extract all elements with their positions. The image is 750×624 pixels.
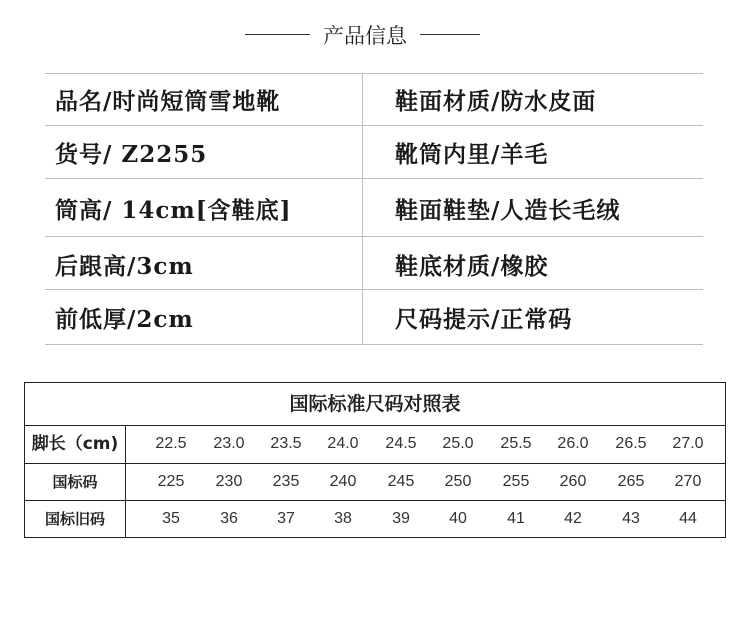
- table-border-line: [45, 344, 703, 345]
- product-info-table: [45, 73, 703, 345]
- info-insole: 鞋面鞋垫/人造长毛绒: [395, 197, 621, 224]
- size-cell: 255: [502, 473, 530, 490]
- size-cell: 24.0: [327, 435, 359, 452]
- header-divider-left: [245, 34, 310, 35]
- table-column-divider: [362, 73, 363, 345]
- size-cell: 260: [559, 473, 587, 490]
- table-border-line: [45, 73, 703, 74]
- section-header: [0, 14, 750, 54]
- info-sole-material: 鞋底材质/橡胶: [395, 253, 549, 280]
- size-cell: 37: [277, 510, 295, 527]
- size-cell: 23.0: [213, 435, 245, 452]
- info-lining: 靴筒内里/羊毛: [395, 141, 549, 168]
- size-cell: 42: [564, 510, 582, 527]
- info-size-tip: 尺码提示/正常码: [395, 306, 573, 333]
- section-title: 产品信息: [323, 24, 407, 48]
- size-cell: 25.0: [442, 435, 474, 452]
- size-cell: 26.0: [557, 435, 589, 452]
- table-divider-line: [45, 178, 703, 179]
- size-cell: 270: [674, 473, 702, 490]
- info-heel-height: 后跟高/3cm: [55, 253, 194, 280]
- size-cell: 44: [679, 510, 697, 527]
- size-cell: 23.5: [270, 435, 302, 452]
- size-cell: 36: [220, 510, 238, 527]
- size-cell: 235: [272, 473, 300, 490]
- size-cell: 240: [329, 473, 357, 490]
- size-cell: 265: [617, 473, 645, 490]
- size-cell: 35: [162, 510, 180, 527]
- info-forefoot-thickness: 前低厚/2cm: [55, 306, 194, 333]
- size-cell: 245: [387, 473, 415, 490]
- table-divider-line: [45, 236, 703, 237]
- info-item-number: 货号/ Z2255: [55, 141, 208, 168]
- size-cell: 25.5: [500, 435, 532, 452]
- info-shaft-height: 筒高/ 14cm[含鞋底]: [55, 197, 292, 224]
- table-divider-line: [45, 289, 703, 290]
- header-divider-right: [420, 34, 480, 35]
- size-cell: 40: [449, 510, 467, 527]
- size-cell: 41: [507, 510, 525, 527]
- size-cell: 38: [334, 510, 352, 527]
- size-cell: 22.5: [155, 435, 187, 452]
- row-label: 国标码: [52, 473, 98, 491]
- size-cell: 225: [157, 473, 185, 490]
- size-cell: 250: [444, 473, 472, 490]
- size-cell: 27.0: [672, 435, 704, 452]
- size-row-cn-old: [25, 500, 725, 538]
- size-chart-table: [24, 382, 726, 538]
- info-upper-material: 鞋面材质/防水皮面: [395, 88, 597, 115]
- table-divider-line: [45, 125, 703, 126]
- size-cell: 230: [215, 473, 243, 490]
- row-label: 国标旧码: [44, 510, 105, 528]
- size-cell: 26.5: [615, 435, 647, 452]
- row-label: 脚长（cm): [31, 434, 119, 454]
- size-chart-title: 国际标准尺码对照表: [289, 393, 461, 415]
- size-cell: 39: [392, 510, 410, 527]
- size-row-cn-standard: [25, 463, 725, 501]
- size-cell: 24.5: [385, 435, 417, 452]
- info-product-name: 品名/时尚短筒雪地靴: [55, 88, 281, 115]
- size-cell: 43: [622, 510, 640, 527]
- size-row-foot-length: [25, 425, 725, 463]
